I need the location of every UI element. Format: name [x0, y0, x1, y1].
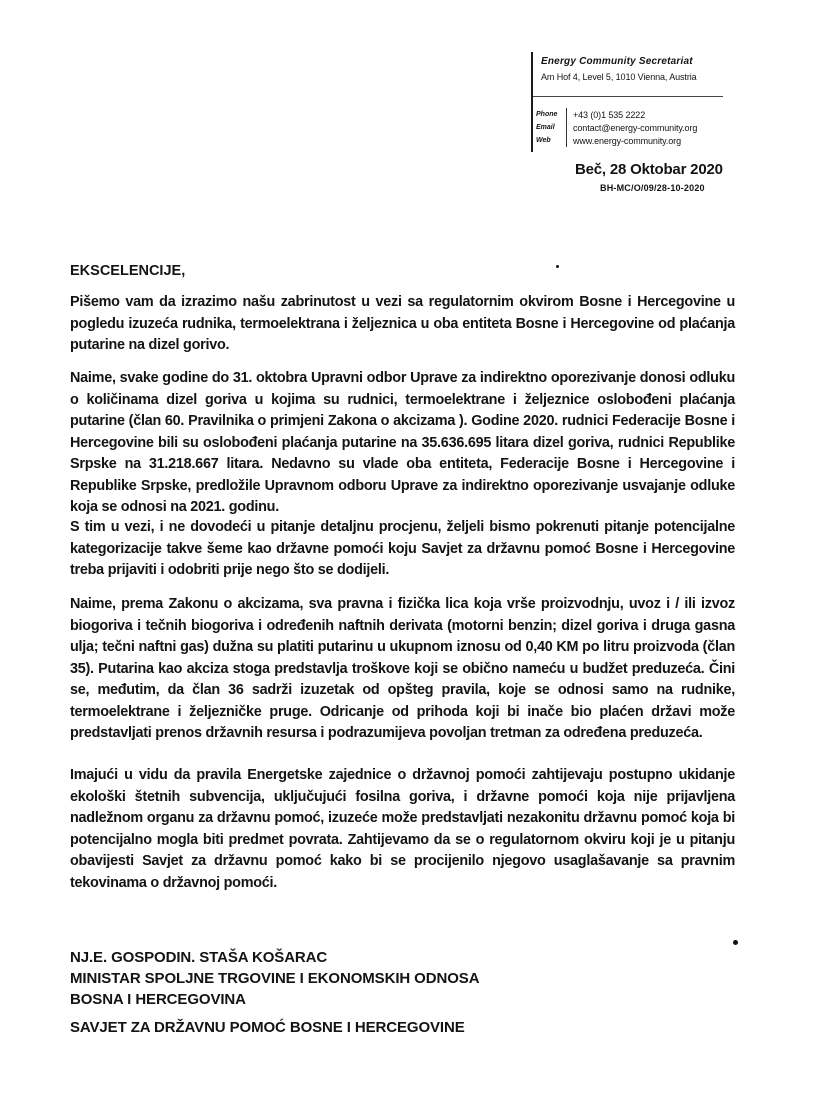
letterhead-vertical-rule: [531, 52, 533, 152]
addressee-block: [70, 947, 479, 1038]
salutation: EKSCELENCIJE,: [70, 263, 186, 279]
contact-web: www.energy-community.org: [573, 135, 681, 146]
contact-phone: +43 (0)1 535 2222: [573, 109, 646, 120]
contact-label: Web: [536, 137, 551, 144]
letterhead-address: Am Hof 4, Level 5, 1010 Vienna, Austria: [541, 72, 697, 82]
addressee-name: NJ.E. GOSPODIN. STAŠA KOŠARAC: [70, 949, 328, 966]
contact-label: Email: [536, 124, 555, 131]
paragraph-2: Naime, svake godine do 31. oktobra Upravni odbor Uprave za indirektno oporezivanje donosi odluku o količinama dizel goriva u kojima su rudnici, termoelektrane i željeznice oslobođeni plaćanja putarine (član 60. Pravilnika o primjeni Zakona o akcizama ). Godine 2020. rudnici Federacije Bosne i Hercegovine bili su oslobođeni plaćanja putarine na 35.636.695 litara dizel goriva, rudnici Republike Srpske na 31.218.667 litara. Nedavno su vlade oba entiteta, Federacije Bosne i Hercegovine i Republike Srpske, predložile Upravnom odboru Uprave za indirektno oporezivanje usvajanje odluke koja se odnosi na 2021. godinu.: [70, 370, 735, 515]
paragraph-4: Naime, prema Zakonu o akcizama, sva pravna i fizička lica koja vrše proizvodnju, uvoz i / ili izvoz biogoriva i tečnih biogoriva i određenih naftnih derivata (motorni benzin; dizel goriva i druga gasna ulja; tečni naftni gas) dužna su platiti putarinu u ukupnom iznosu od 0,40 KM po litru proizvoda (član 35). Putarina kao akciza stoga predstavlja troškove koji se obično nameću u budžet preduzeća. Čini se, međutim, da član 36 sadrži izuzetak od opšteg pravila, koje se odnosi samo na rudnike, termoelektrane i željezničke pruge. Odricanje od prihoda koji bi inače bio plaćen državi može predstavljati prenos državnih resursa i podrazumijeva povoljan tretman za određena preduzeća.: [70, 596, 735, 741]
contact-row-web: [534, 134, 697, 147]
addressee-country: BOSNA I HERCEGOVINA: [70, 991, 246, 1008]
letter-date: Beč, 28 Oktobar 2020: [575, 161, 723, 178]
contact-separator: [566, 134, 567, 147]
contact-separator: [566, 108, 567, 121]
paragraph-3: S tim u vezi, i ne dovodeći u pitanje detaljnu procjenu, željeli bismo pokrenuti pitanje potencijalne kategorizacije takve šeme kao državne pomoći koju Savjet za državnu pomoć Bosne i Hercegovine treba prijaviti i odobriti prije nego što se dodijeli.: [70, 519, 735, 578]
letterhead-contacts: [534, 108, 697, 147]
contact-row-phone: [534, 108, 697, 121]
letterhead-organization: Energy Community Secretariat: [541, 56, 693, 67]
contact-email: contact@energy-community.org: [573, 122, 698, 133]
reference-number: BH-MC/O/09/28-10-2020: [600, 183, 705, 193]
contact-separator: [566, 121, 567, 134]
contact-label: Phone: [536, 111, 558, 118]
scan-speck: [733, 940, 738, 945]
contact-row-email: [534, 121, 697, 134]
paragraph-1: Pišemo vam da izrazimo našu zabrinutost u vezi sa regulatornim okvirom Bosne i Hercegovine u pogledu izuzeća rudnika, termoelektrana i željeznica u oba entiteta Bosne i Hercegovine od plaćanja putarine na dizel gorivo.: [70, 294, 735, 353]
addressee-copy-to: SAVJET ZA DRŽAVNU POMOĆ BOSNE I HERCEGOVINE: [70, 1019, 465, 1036]
addressee-gap: [70, 1010, 479, 1017]
paragraph-5: Imajući u vidu da pravila Energetske zajednice o državnoj pomoći zahtijevaju postupno ukidanje ekološki štetnih subvencija, uključujući fosilna goriva, i državne pomoći koja nije prijavljena nadležnom organu za državnu pomoć, izuzeće može predstavljati nezakonitu državnu pomoć koja bi potencijalno mogla biti predmet povrata. Zahtijevamo da se o regulatornom okviru koji je u pitanju obavijesti Savjet za državnu pomoć kako bi se procijenilo njegovo usaglašavanje sa pravnim tekovinama o državnoj pomoći.: [70, 767, 735, 891]
scan-speck: [556, 265, 559, 268]
letterhead-divider: [533, 96, 723, 97]
addressee-title: MINISTAR SPOLJNE TRGOVINE I EKONOMSKIH ODNOSA: [70, 970, 480, 987]
